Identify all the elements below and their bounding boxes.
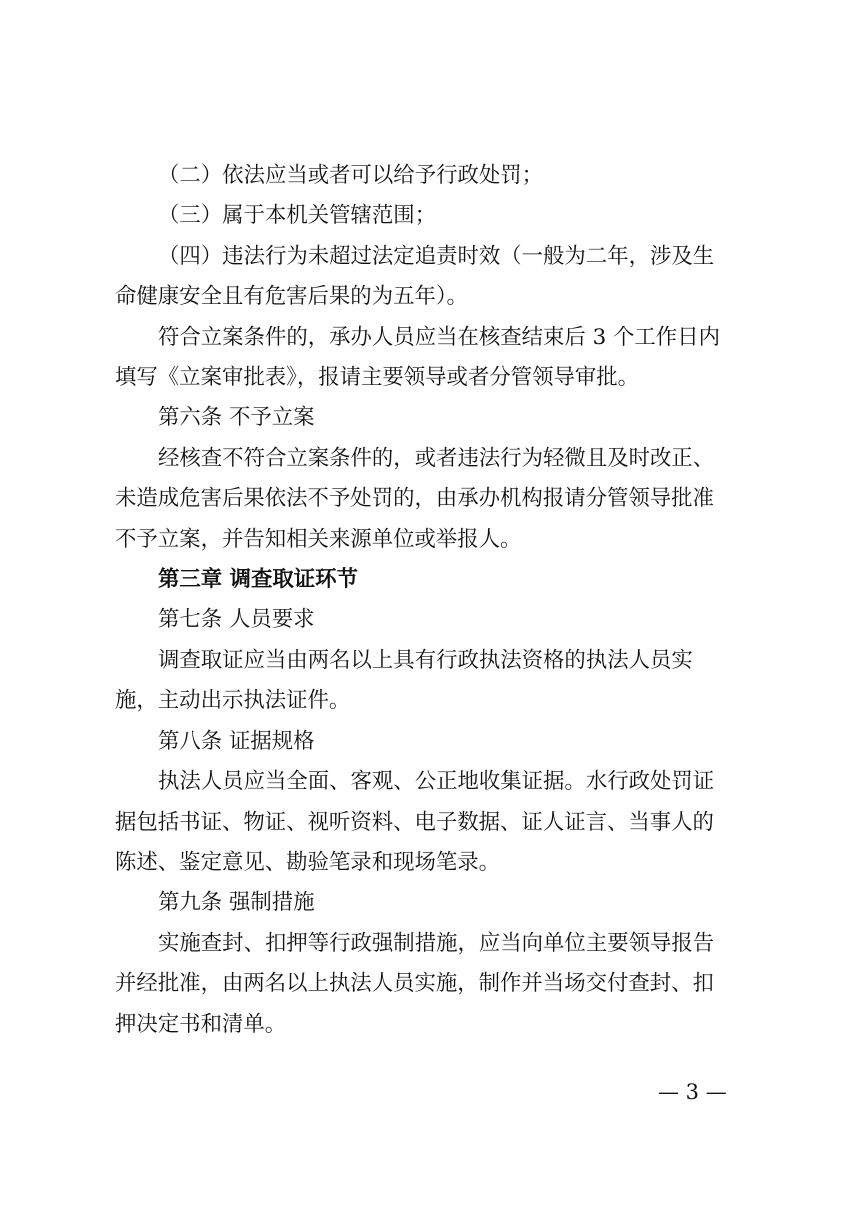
article-8-text-3: 陈述、鉴定意见、勘验笔录和现场笔录。 [115,849,501,875]
article-6-text-1: 经核查不符合立案条件的，或者违法行为轻微且及时改正、 [158,445,715,471]
article-9-text-3: 押决定书和清单。 [115,1011,287,1037]
article-7-heading: 第七条 人员要求 [158,607,315,633]
article-9-text-2: 并经批准，由两名以上执法人员实施，制作并当场交付查封、扣 [115,971,714,997]
article-6-text-2: 未造成危害后果依法不予处罚的，由承办机构报请分管领导批准 [115,486,714,512]
document-body [115,156,757,1045]
article-7-text-2: 施，主动出示执法证件。 [115,688,351,714]
article-8-text-2: 据包括书证、物证、视听资料、电子数据、证人证言、当事人的 [115,809,714,835]
article-8-text-1: 执法人员应当全面、客观、公正地收集证据。水行政处罚证 [158,769,715,795]
article-7-text-1: 调查取证应当由两名以上具有行政执法资格的执法人员实 [158,647,693,673]
article-8-heading: 第八条 证据规格 [158,728,315,754]
text-line-item-3: （三）属于本机关管辖范围； [158,203,437,229]
article-6-heading: 第六条 不予立案 [158,405,315,431]
text-line-item-4-end: 命健康安全且有危害后果的为五年）。 [115,284,468,310]
page-number: — 3 — [658,1080,727,1104]
chapter-3-heading: 第三章 调查取证环节 [158,567,358,593]
text-line-filing-condition-1: 符合立案条件的，承办人员应当在核查结束后 3 个工作日内 [158,324,720,350]
article-6-text-3: 不予立案，并告知相关来源单位或举报人。 [115,526,522,552]
article-9-text-1: 实施查封、扣押等行政强制措施，应当向单位主要领导报告 [158,930,715,956]
text-line-item-4-start: （四）违法行为未超过法定追责时效（一般为二年，涉及生 [158,243,715,269]
text-line-filing-condition-2: 填写《立案审批表》，报请主要领导或者分管领导审批。 [115,365,640,391]
text-line-item-2: （二）依法应当或者可以给予行政处罚； [158,163,544,188]
article-9-heading: 第九条 强制措施 [158,890,315,916]
